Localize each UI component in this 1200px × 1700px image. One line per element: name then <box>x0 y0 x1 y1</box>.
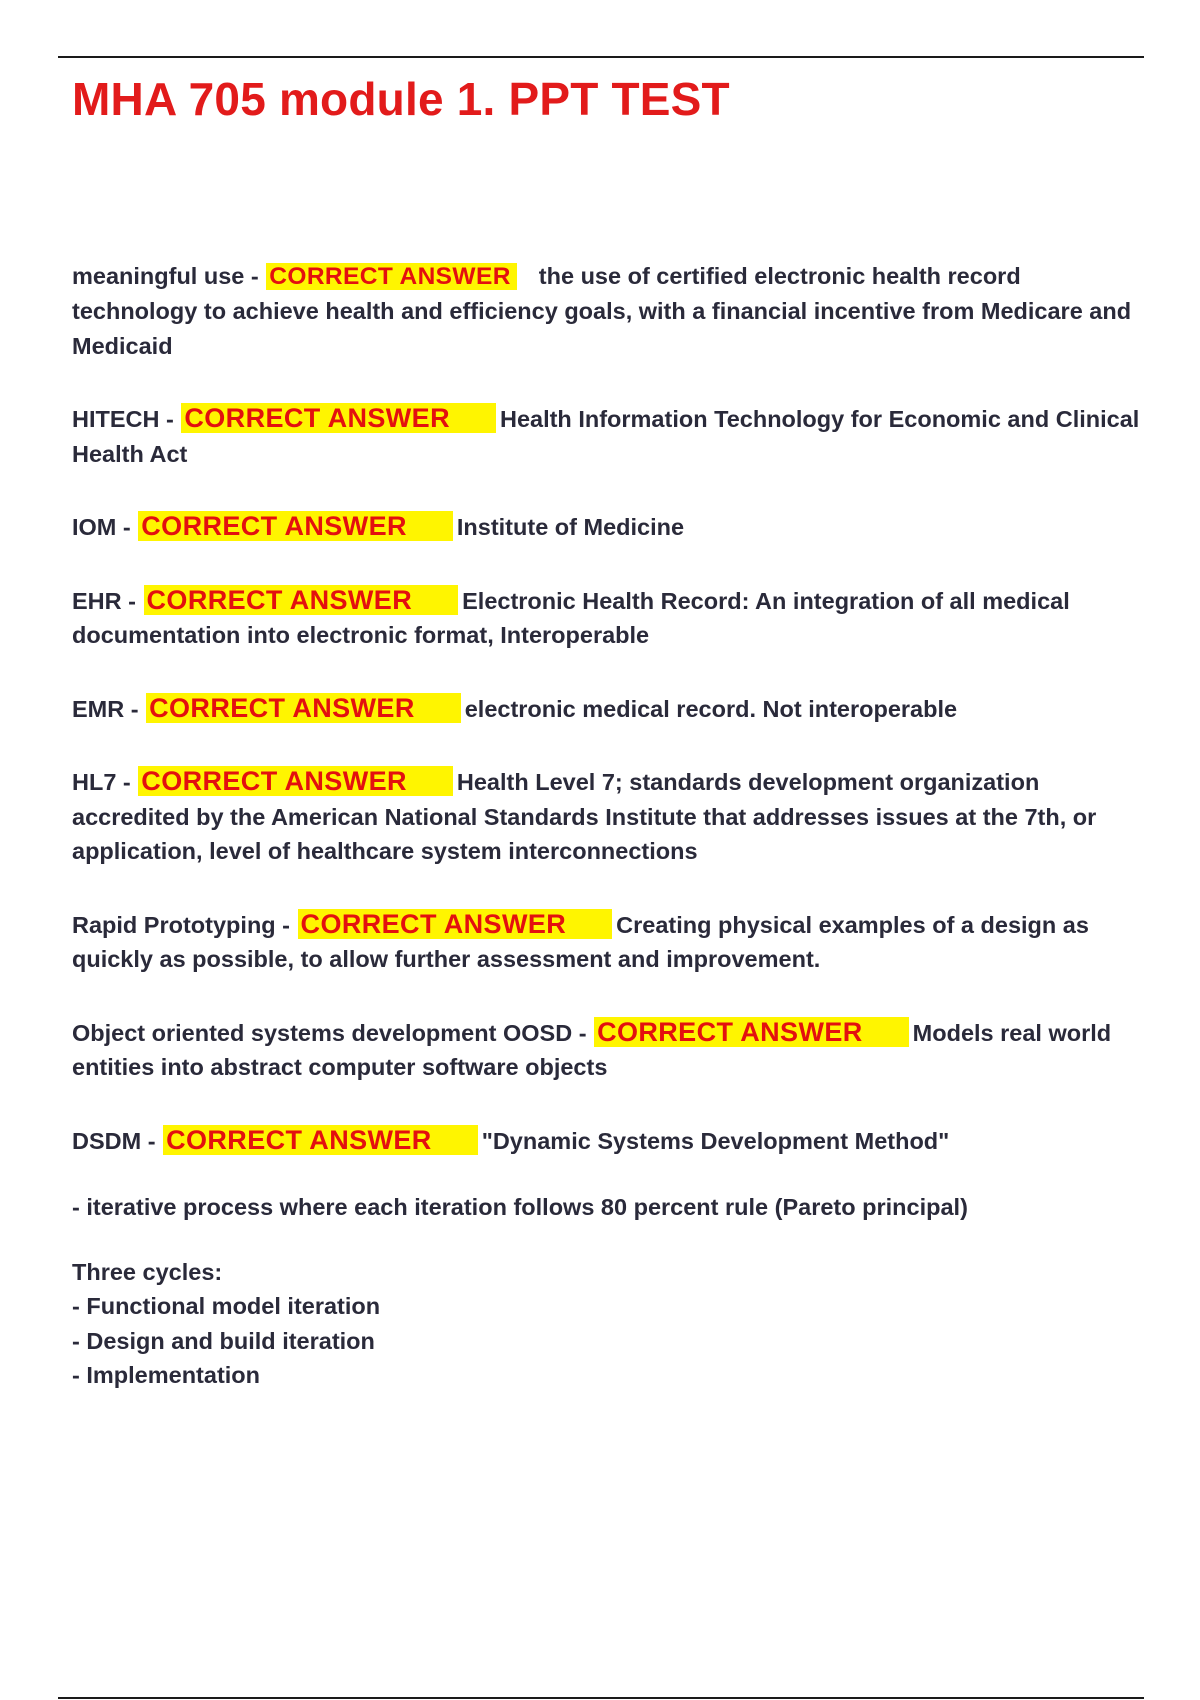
top-divider <box>58 56 1144 58</box>
correct-answer-label: CORRECT ANSWER <box>181 403 496 433</box>
cycle-item: - Implementation <box>72 1362 261 1388</box>
flashcard <box>72 1123 1152 1159</box>
flashcard-definition: Creating physical examples of a design as quickly as possible, to allow further assessment and improvement. <box>72 911 1089 972</box>
correct-answer-label: CORRECT ANSWER <box>298 909 613 939</box>
flashcard-term: Object oriented systems development OOSD <box>72 1019 573 1046</box>
term-separator: - <box>116 769 138 795</box>
flashcard-term: meaningful use <box>72 263 245 289</box>
page-title: MHA 705 module 1. PPT TEST <box>72 73 730 125</box>
flashcard-definition: Health Information Technology for Economic and Clinical Health Act <box>72 406 1140 467</box>
flashcard-definition: Models real world entities into abstract computer software objects <box>72 1019 1112 1080</box>
flashcard <box>72 691 1152 727</box>
flashcard-list <box>72 259 1152 1393</box>
flashcard-term: HL7 <box>72 769 117 795</box>
correct-answer-label: CORRECT ANSWER <box>138 511 453 541</box>
correct-answer-label: CORRECT ANSWER <box>266 263 517 290</box>
bottom-divider <box>58 1697 1144 1699</box>
flashcard-term: IOM <box>72 514 117 540</box>
term-separator: - <box>244 263 266 289</box>
term-separator: - <box>275 911 297 938</box>
flashcard-term: HITECH <box>72 406 160 432</box>
flashcard-definition: the use of certified electronic health record technology to achieve health and efficiency goals, with a financial incentive from Medicare and Medicaid <box>72 263 1132 359</box>
flashcard <box>72 401 1152 471</box>
term-separator: - <box>124 695 146 722</box>
correct-answer-label: CORRECT ANSWER <box>146 693 461 723</box>
flashcard <box>72 1015 1152 1085</box>
flashcard-definition: "Dynamic Systems Development Method" <box>481 1127 950 1154</box>
term-separator: - <box>159 406 181 432</box>
term-separator: - <box>121 587 143 614</box>
dsdm-iteration-note: - iterative process where each iteration follows 80 percent rule (Pareto principal) <box>72 1194 968 1220</box>
term-separator: - <box>572 1019 594 1046</box>
correct-answer-label: CORRECT ANSWER <box>594 1017 909 1047</box>
correct-answer-label: CORRECT ANSWER <box>144 585 459 615</box>
flashcard <box>72 764 1152 869</box>
dsdm-cycles <box>72 1255 1152 1393</box>
flashcard-term: EHR <box>72 587 122 614</box>
term-separator: - <box>116 514 138 540</box>
cycle-item: - Design and build iteration <box>72 1327 375 1354</box>
flashcard-term: Rapid Prototyping <box>72 911 276 938</box>
flashcard-term: DSDM <box>72 1127 142 1154</box>
flashcard-definition: Electronic Health Record: An integration of all medical documentation into electronic format, Interoperable <box>72 587 1070 648</box>
flashcard-definition: electronic medical record. Not interoperable <box>464 695 958 722</box>
flashcard <box>72 509 1152 545</box>
correct-answer-label: CORRECT ANSWER <box>163 1125 478 1155</box>
flashcard-term: EMR <box>72 695 125 722</box>
flashcard-definition: Health Level 7; standards development organization accredited by the American National Standards Institute that addresses issues at the 7th, or application, level of healthcare system interconnections <box>72 769 1097 864</box>
flashcard <box>72 907 1152 977</box>
correct-answer-label: CORRECT ANSWER <box>138 766 453 796</box>
cycles-heading: Three cycles: <box>72 1258 223 1285</box>
cycle-item: - Functional model iteration <box>72 1293 381 1319</box>
flashcard-definition: Institute of Medicine <box>456 514 685 540</box>
flashcard <box>72 583 1152 653</box>
term-separator: - <box>141 1127 163 1154</box>
flashcard <box>72 259 1152 363</box>
